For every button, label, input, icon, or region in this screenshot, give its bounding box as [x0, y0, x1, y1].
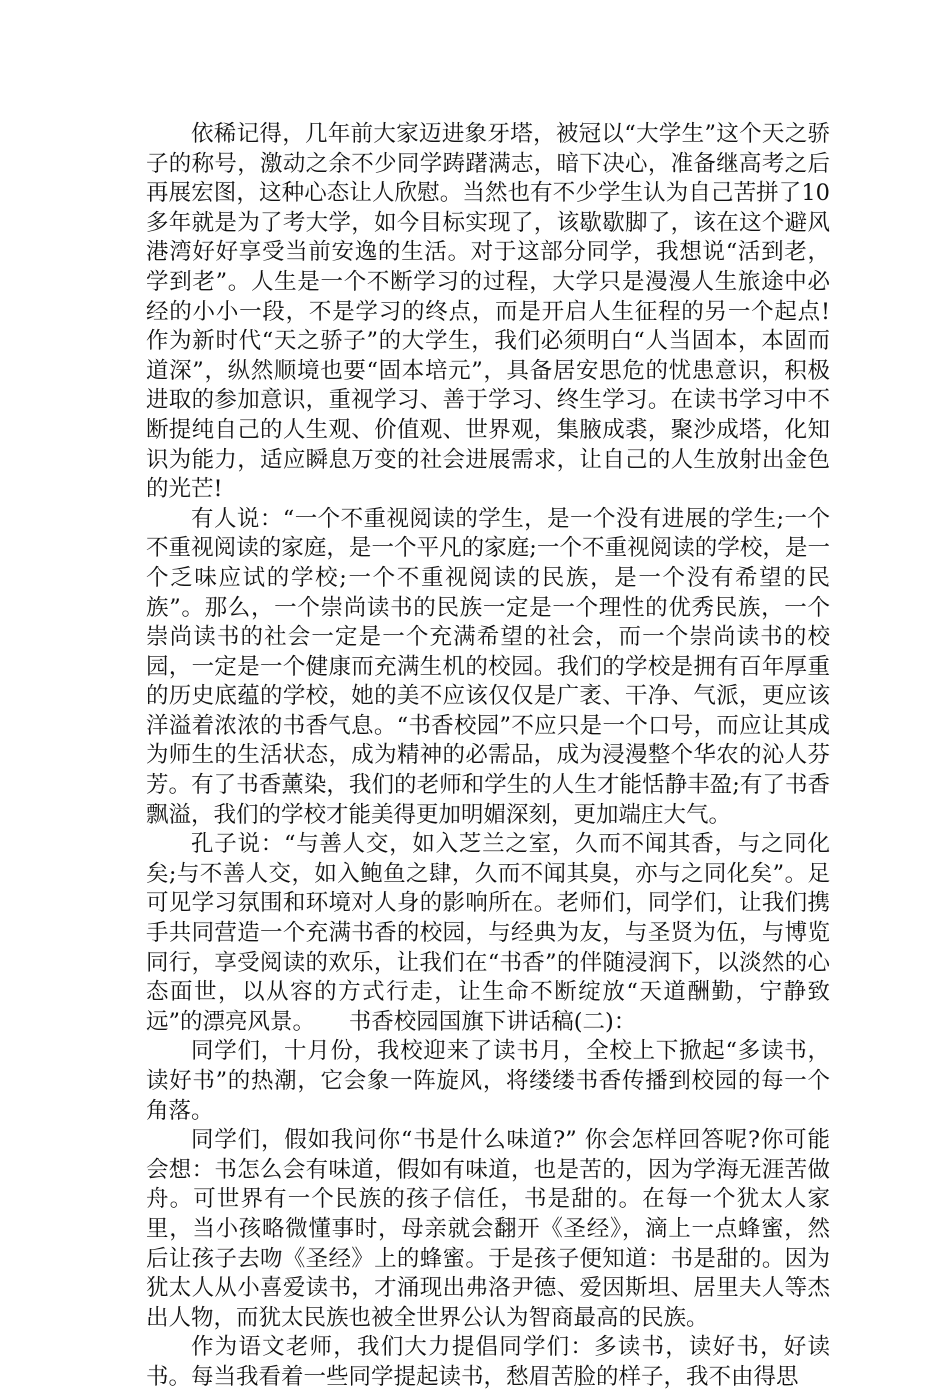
paragraph-reading-month: 同学们，十月份，我校迎来了读书月，全校上下掀起“多读书，读好书”的热潮，它会象一阵旋风，将缕缕书香传播到校园的每一个角落。	[146, 1038, 830, 1124]
paragraph-reading-importance: 有人说：“一个不重视阅读的学生，是一个没有进展的学生;一个不重视阅读的家庭，是一个平凡的家庭;一个不重视阅读的学校，是一个乏味应试的学校;一个不重视阅读的民族，是一个没有希望的民族”。那么，一个崇尚读书的民族一定是一个理性的优秀民族，一个崇尚读书的社会一定是一个充满希望的社会，而一个崇尚读书的校园，一定是一个健康而充满生机的校园。我们的学校是拥有百年厚重的历史底蕴的学校，她的美不应该仅仅是广袤、干净、气派，更应该洋溢着浓浓的书香气息。“书香校园”不应只是一个口号，而应让其成为师生的生活状态，成为精神的必需品，成为浸漫整个华农的沁人芬芳。有了书香薰染，我们的老师和学生的人生才能恬静丰盈;有了书香飘溢，我们的学校才能美得更加明媚深刻，更加端庄大气。	[146, 505, 830, 828]
paragraph-confucius-quote: 孔子说：“与善人交，如入芝兰之室，久而不闻其香，与之同化矣;与不善人交，如入鲍鱼之肆，久而不闻其臭，亦与之同化矣”。足可见学习氛围和环境对人身的影响所在。老师们，同学们，让我们携手共同营造一个充满书香的校园，与经典为友，与圣贤为伍，与博览同行，享受阅读的欢乐，让我们在“书香”的伴随浸润下，以淡然的心态面世，以从容的方式行走，让生命不断绽放“天道酬勤，宁静致远”的漂亮风景。 书香校园国旗下讲话稿(二)：	[146, 831, 830, 1035]
document-body	[146, 120, 830, 1393]
paragraph-teacher-advice: 作为语文老师，我们大力提倡同学们：多读书，读好书，好读书。每当我看着一些同学提起读书，愁眉苦脸的样子，我不由得思	[146, 1334, 830, 1390]
paragraph-taste-of-books: 同学们，假如我问你“书是什么味道?” 你会怎样回答呢?你可能会想：书怎么会有味道，假如有味道，也是苦的，因为学海无涯苦做舟。可世界有一个民族的孩子信任，书是甜的。在每一个犹太人家里，当小孩略微懂事时，母亲就会翻开《圣经》，滴上一点蜂蜜，然后让孩子去吻《圣经》上的蜂蜜。于是孩子便知道：书是甜的。因为犹太人从小喜爱读书，才涌现出弗洛尹德、爱因斯坦、居里夫人等杰出人物，而犹太民族也被全世界公认为智商最高的民族。	[146, 1127, 830, 1331]
paragraph-study-attitude: 依稀记得，几年前大家迈进象牙塔，被冠以“大学生”这个天之骄子的称号，激动之余不少同学踌躇满志，暗下决心，准备继高考之后再展宏图，这种心态让人欣慰。当然也有不少学生认为自己苦拼了10多年就是为了考大学，如今目标实现了，该歇歇脚了，该在这个避风港湾好好享受当前安逸的生活。对于这部分同学，我想说“活到老，学到老”。人生是一个不断学习的过程，大学只是漫漫人生旅途中必经的小小一段，不是学习的终点，而是开启人生征程的另一个起点!作为新时代“天之骄子”的大学生，我们必须明白“人当固本，本固而道深”，纵然顺境也要“固本培元”，具备居安思危的忧患意识，积极进取的参加意识，重视学习、善于学习、终生学习。在读书学习中不断提纯自己的人生观、价值观、世界观，集腋成裘，聚沙成塔，化知识为能力，适应瞬息万变的社会进展需求，让自己的人生放射出金色的光芒!	[146, 121, 830, 503]
